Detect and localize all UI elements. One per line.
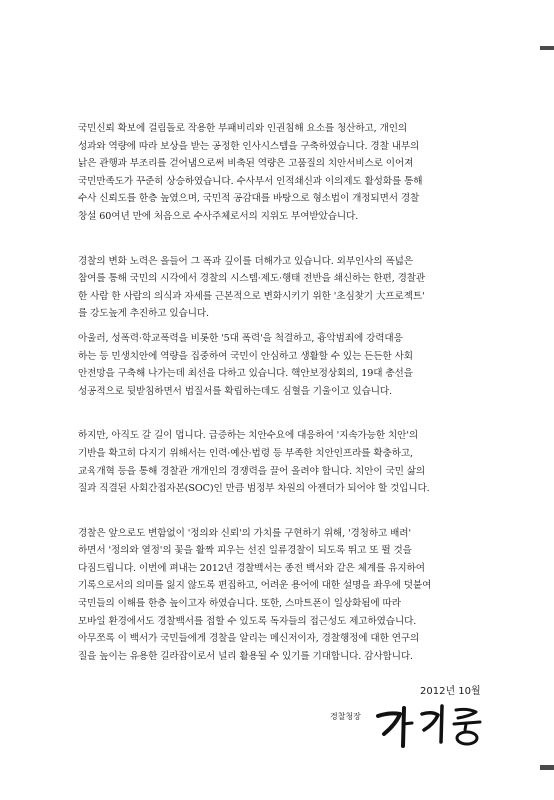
signature-block	[330, 680, 500, 780]
paragraph	[78, 253, 478, 323]
paragraph	[78, 525, 478, 666]
text-line: 하는 등 민생치안에 역량을 집중하여 국민이 안심하고 생활할 수 있는 든든한 사회	[78, 350, 413, 362]
handwritten-signature	[370, 694, 490, 754]
paragraph	[78, 427, 478, 497]
text-line: 교육개혁 등을 통해 경찰관 개개인의 경쟁력을 끌어 올려야 합니다. 치안이 국민 삶의	[78, 465, 426, 477]
text-line: 질을 높이는 유용한 길라잡이로서 널리 활용될 수 있기를 기대합니다. 감사합니다.	[78, 650, 413, 662]
text-line: 창설 60여년 만에 처음으로 수사주체로서의 지위도 부여받았습니다.	[78, 210, 359, 222]
text-line: 낡은 관행과 부조리를 걷어냄으로써 비축된 역량은 고품질의 치안서비스로 이어져	[78, 158, 414, 170]
text-line: 아울러, 성폭력·학교폭력을 비롯한 '5대 폭력'을 척결하고, 흉악범죄에 강력대응	[78, 332, 403, 344]
scan-edge-mark	[540, 765, 554, 770]
text-line: 안전망을 구축해 나가는데 최선을 다하고 있습니다. 핵안보정상회의, 19대 총선을	[78, 368, 413, 380]
text-line: 성과와 역량에 따라 보상을 받는 공정한 인사시스템을 구축하였습니다. 경찰 내부의	[78, 140, 420, 152]
text-line: 를 강도높게 추진하고 있습니다.	[78, 308, 209, 320]
text-line: 국민만족도가 꾸준히 상승하였습니다. 수사부서 인적쇄신과 이의제도 활성화를 통해	[78, 175, 423, 187]
text-line: 한 사람 한 사람의 의식과 자세를 근본적으로 변화시키기 위한 '초심찾기 大프로젝트'	[78, 290, 425, 302]
text-line: 경찰의 변화 노력은 올들어 그 폭과 깊이를 더해가고 있습니다. 외부인사의 폭넓은	[78, 255, 413, 267]
text-line: 질과 직결된 사회간접자본(SOC)인 만큼 범정부 차원의 아젠더가 되어야 할 것입니다.	[78, 483, 430, 495]
text-line: 수사 신뢰도를 한층 높였으며, 국민적 공감대를 바탕으로 형소법이 개정되면서 경찰	[78, 193, 420, 205]
text-line: 기록으로서의 의미를 잃지 않도록 편집하고, 어려운 용어에 대한 설명을 좌우에 덧붙여	[78, 580, 432, 592]
text-line: 성공적으로 뒷받침하면서 법질서를 확립하는데도 심혈을 기울이고 있습니다.	[78, 385, 393, 397]
paragraph	[78, 330, 478, 400]
text-line: 하면서 '정의와 열정'의 꽃을 활짝 피우는 선진 일류경찰이 되도록 뛰고 또 뛸 것을	[78, 545, 412, 557]
text-line: 하지만, 아직도 갈 길이 멉니다. 급증하는 치안수요에 대응하여 '지속가능한 치안'의	[78, 430, 419, 442]
signer-title: 경찰청장	[330, 712, 361, 721]
text-line: 다짐드립니다. 이번에 펴내는 2012년 경찰백서는 종전 백서와 같은 체계를 유지하여	[78, 562, 425, 574]
text-line: 참여를 통해 국민의 시각에서 경찰의 시스템·제도·행태 전반을 쇄신하는 한편, 경찰관	[78, 273, 426, 285]
scan-edge-mark	[540, 46, 554, 50]
text-line: 국민신뢰 확보에 걸림돌로 작용한 부패비리와 인권침해 요소를 청산하고, 개인의	[78, 123, 408, 134]
text-line: 경찰은 앞으로도 변함없이 '정의와 신뢰'의 가치를 구현하기 위해, '경청하고 배려'	[78, 527, 412, 539]
text-line: 국민들의 이해를 한층 높이고자 하였습니다. 또한, 스마트폰이 일상화됨에 따라	[78, 598, 401, 610]
letter-body	[78, 120, 478, 692]
text-line: 아무쪼록 이 백서가 국민들에게 경찰을 알리는 메신저이자, 경찰행정에 대한 연구의	[78, 633, 420, 645]
letter-date: 2012년 10월	[420, 686, 481, 697]
text-line: 기반을 확고히 다지기 위해서는 인력·예산·법령 등 부족한 치안인프라를 확충하고,	[78, 447, 413, 459]
paragraph	[78, 120, 478, 226]
text-line: 모바일 환경에서도 경찰백서를 접할 수 있도록 독자들의 접근성도 제고하였습니다.	[78, 615, 417, 627]
